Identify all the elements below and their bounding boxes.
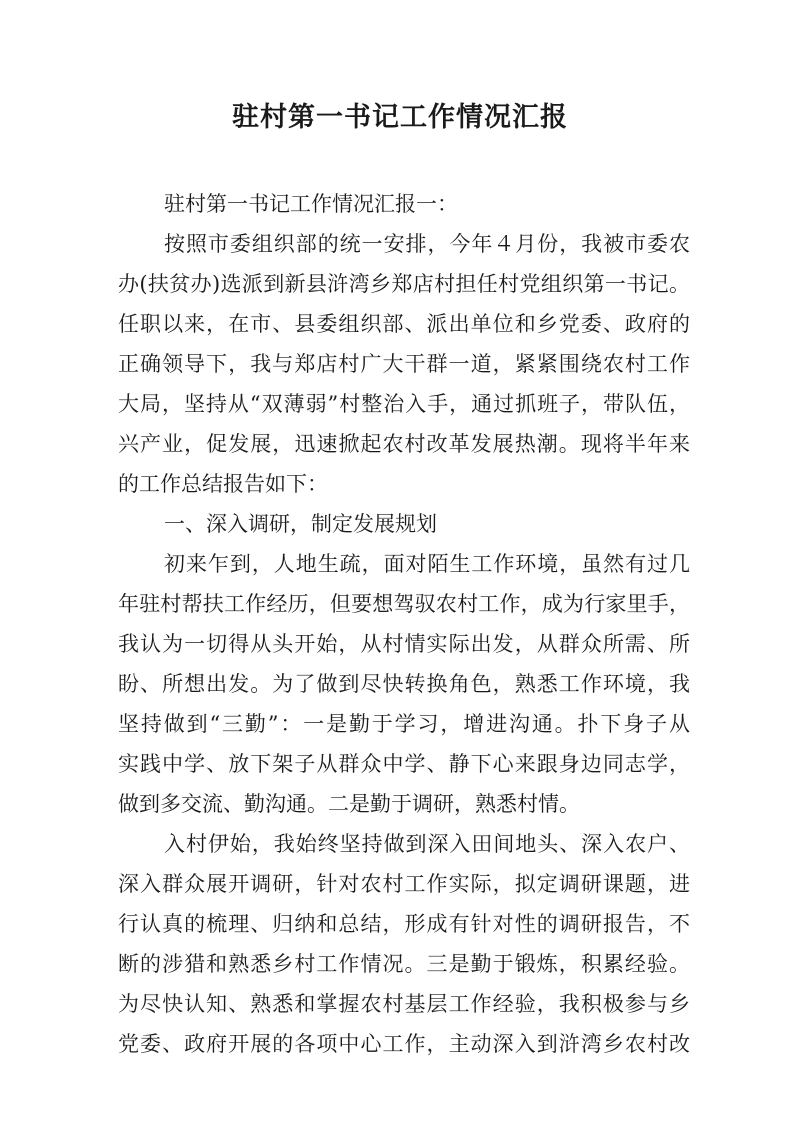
body-line: 兴产业，促发展，迅速掀起农村改革发展热潮。现将半年来	[118, 432, 690, 456]
body-line: 驻村第一书记工作情况汇报一：	[164, 192, 458, 216]
body-line: 行认真的梳理、归纳和总结，形成有针对性的调研报告，不	[118, 912, 690, 936]
body-line: 一、深入调研，制定发展规划	[164, 512, 437, 536]
body-line: 盼、所想出发。为了做到尽快转换角色，熟悉工作环境，我	[118, 672, 690, 696]
body-line: 初来乍到，人地生疏，面对陌生工作环境，虽然有过几	[164, 552, 690, 576]
body-line: 实践中学、放下架子从群众中学、静下心来跟身边同志学，	[118, 752, 690, 776]
body-line: 做到多交流、勤沟通。二是勤于调研，熟悉村情。	[118, 792, 580, 816]
body-line: 深入群众展开调研，针对农村工作实际，拟定调研课题，进	[118, 872, 690, 896]
body-line: 坚持做到“三勤”：一是勤于学习，增进沟通。扑下身子从	[118, 712, 690, 736]
body-line: 按照市委组织部的统一安排，今年４月份，我被市委农	[164, 232, 690, 256]
body-line: 正确领导下，我与郑店村广大干群一道，紧紧围绕农村工作	[118, 352, 690, 376]
body-line: 党委、政府开展的各项中心工作，主动深入到浒湾乡农村改	[118, 1032, 690, 1056]
document-title: 驻村第一书记工作情况汇报	[232, 102, 568, 133]
body-line: 为尽快认知、熟悉和掌握农村基层工作经验，我积极参与乡	[118, 992, 690, 1016]
body-line: 我认为一切得从头开始，从村情实际出发，从群众所需、所	[118, 632, 690, 656]
body-line: 入村伊始，我始终坚持做到深入田间地头、深入农户、	[164, 832, 690, 856]
body-line: 大局，坚持从“双薄弱”村整治入手，通过抓班子，带队伍，	[118, 392, 690, 416]
body-line: 办(扶贫办)选派到新县浒湾乡郑店村担任村党组织第一书记。	[118, 272, 690, 296]
body-line: 任职以来，在市、县委组织部、派出单位和乡党委、政府的	[118, 312, 690, 336]
body-line: 断的涉猎和熟悉乡村工作情况。三是勤于锻炼，积累经验。	[118, 952, 690, 976]
document-body	[118, 184, 690, 1064]
body-line: 的工作总结报告如下：	[118, 472, 328, 496]
body-line: 年驻村帮扶工作经历，但要想驾驭农村工作，成为行家里手，	[118, 592, 690, 616]
